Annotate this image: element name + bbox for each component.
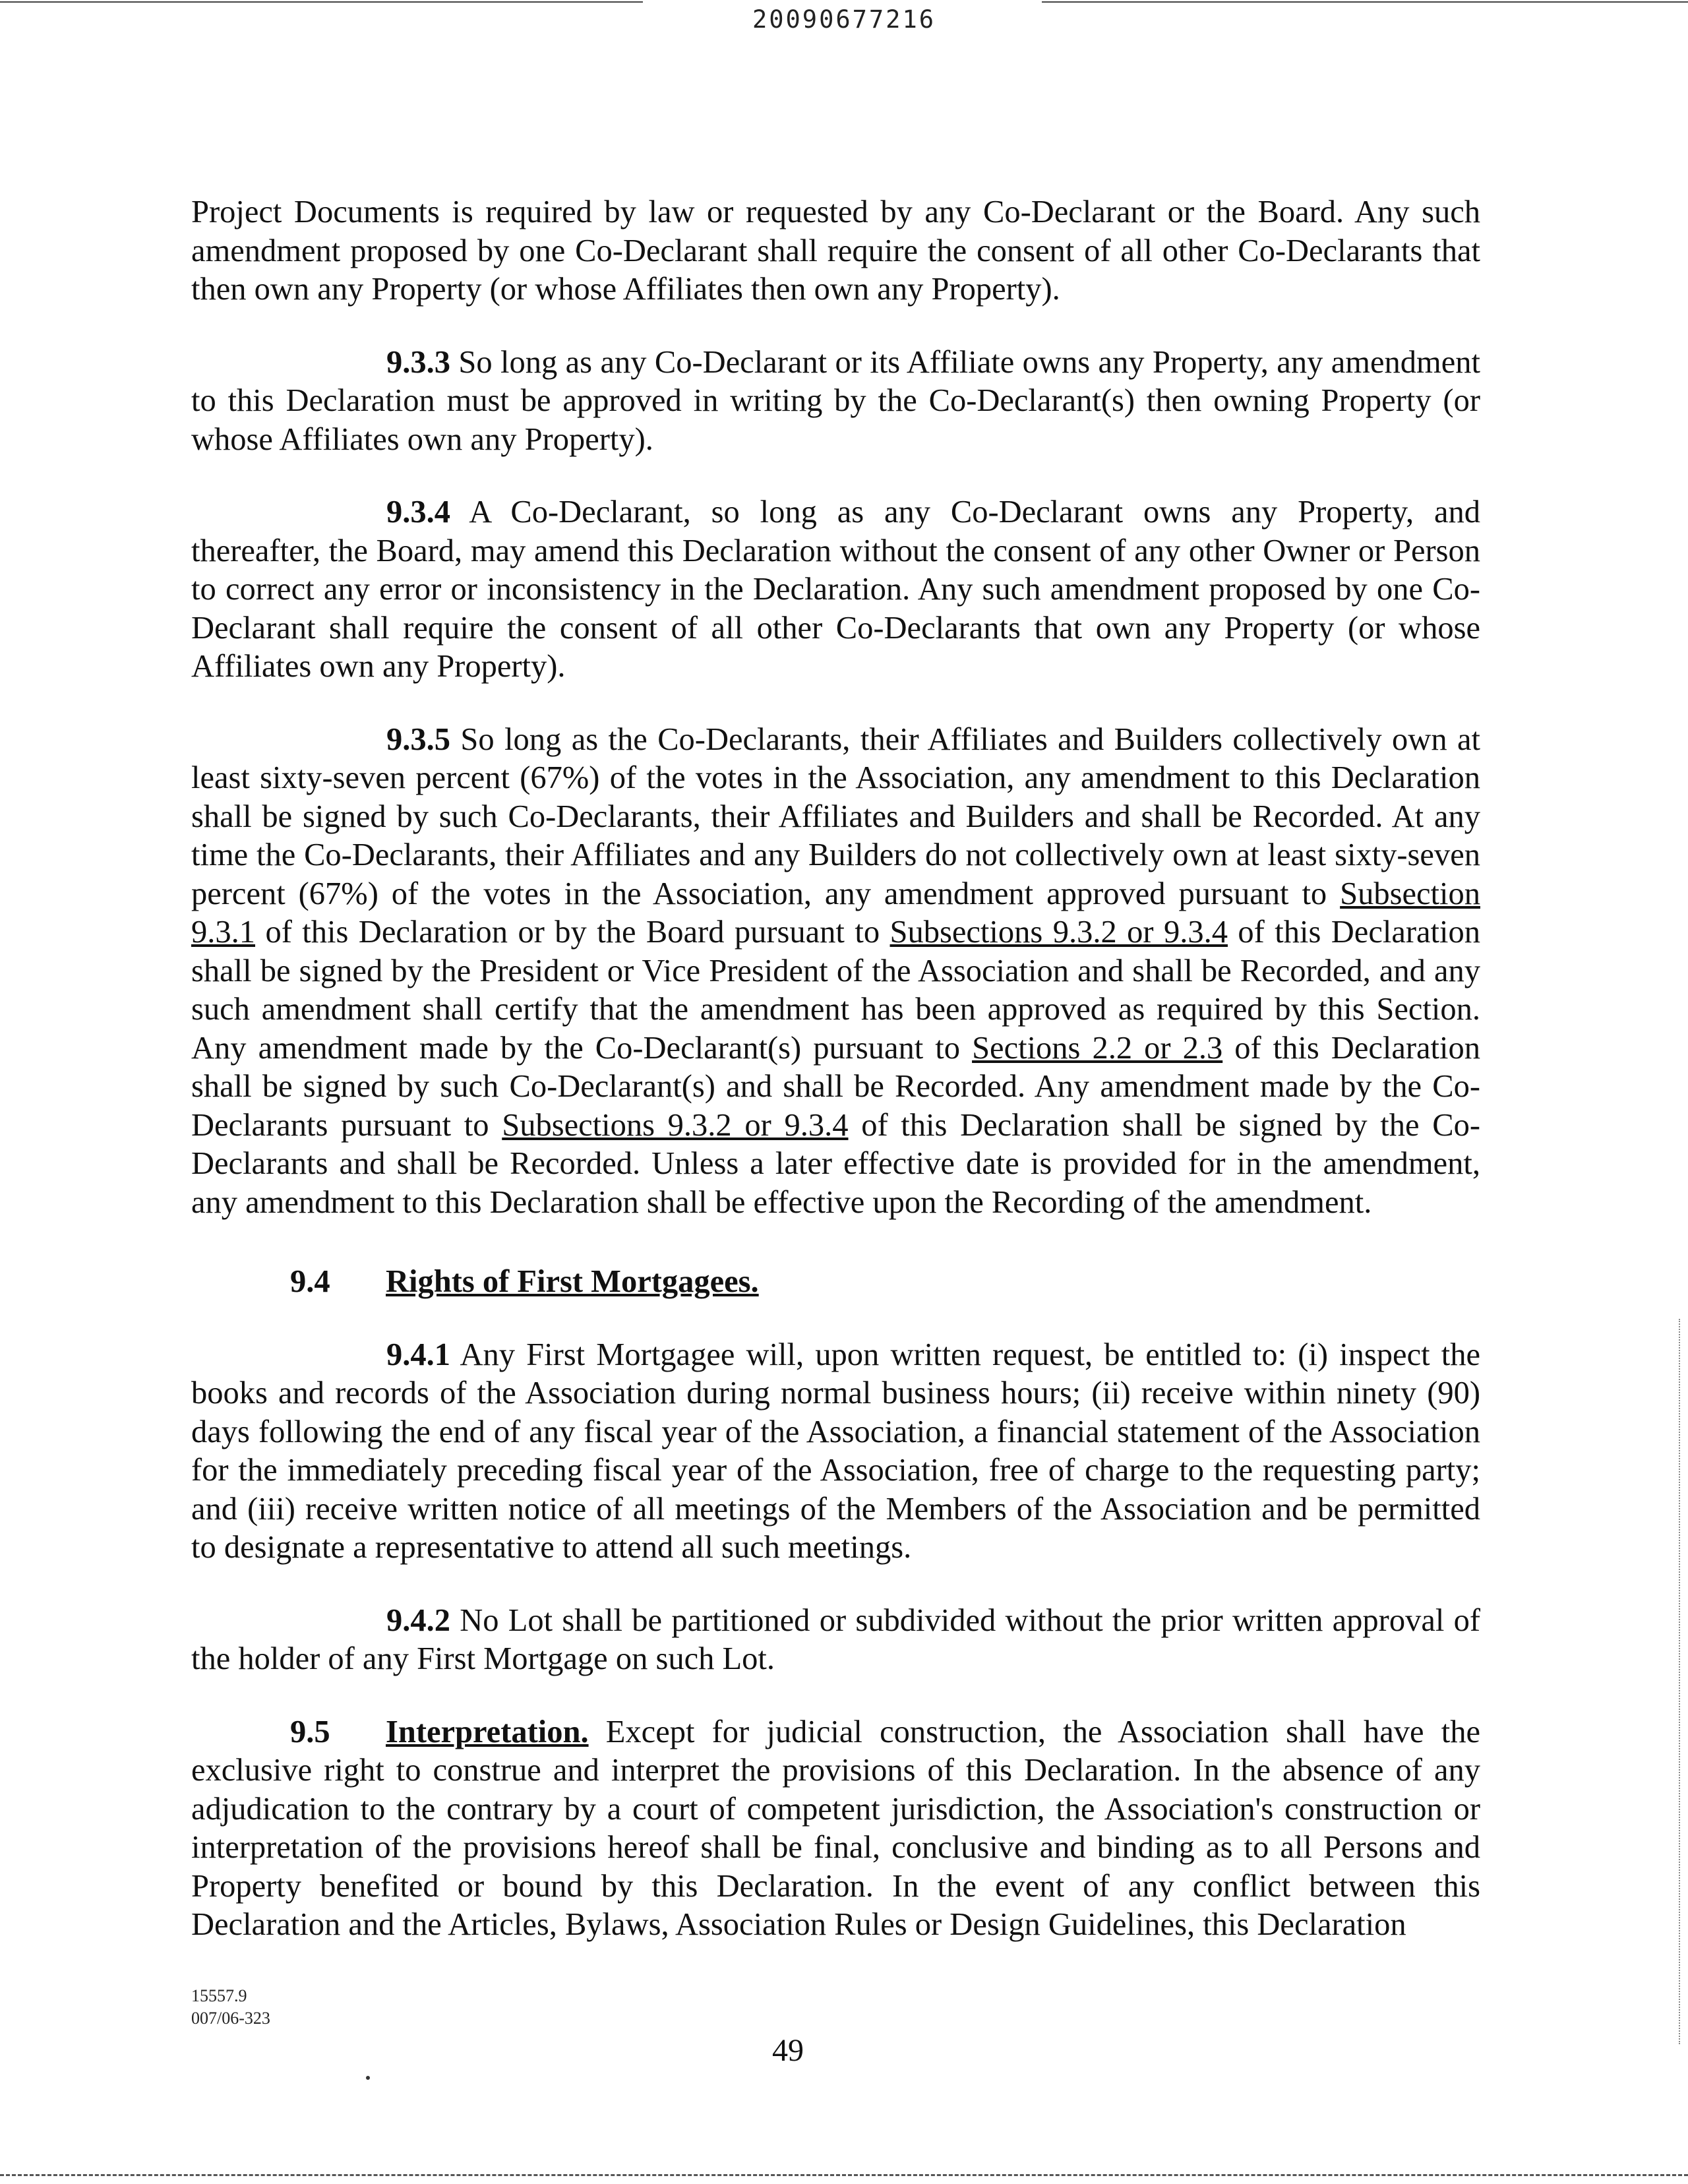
doc-code: 15557.9: [191, 1986, 247, 2005]
section-9-3-5: [191, 721, 1480, 1223]
section-number: 9.5: [290, 1714, 330, 1749]
scan-speck: [366, 2076, 370, 2080]
paragraph-continuation: Project Documents is required by law or requested by any Co-Declarant or the Board. Any such amendment proposed by one Co-Declarant shall require the consent of all other Co-Declarants that then own any Property (or whose Affiliates then own any Property).: [191, 195, 1480, 307]
cross-reference: Sections 2.2 or 2.3: [972, 1030, 1223, 1066]
section-number: 9.3.4: [386, 495, 450, 530]
section-9-4-2: [191, 1602, 1480, 1679]
header-rule-right: [1042, 1, 1688, 3]
section-title: Interpretation.: [386, 1714, 589, 1749]
section-heading-9-4: [191, 1263, 1480, 1302]
section-text: So long as the Co-Declarants, their Affiliates and Builders collectively own at least sixty-seven percent (67%) of the votes in the Association, any amendment to this Declaration shall be signed by such Co-Declarants, their Affiliates and Builders and shall be Recorded. At any time the Co-Declarants, their Affiliates and any Builders do not collectively own at least sixty-seven percent (67%) of the votes in the Association, any amendment approved pursuant to: [191, 721, 1480, 911]
page-number: 49: [772, 2033, 804, 2068]
document-body: [191, 193, 1480, 1945]
section-9-3-4: [191, 493, 1480, 686]
section-number: 9.4.2: [386, 1602, 450, 1638]
section-text: of this Declaration shall be signed by the Co-Declarants and shall be Recorded. Unless a later effective date is provided for in the amendment, any amendment to this Declaration shall be effective upon the Recording of the amendment.: [191, 1107, 1481, 1220]
scan-edge: [1679, 1319, 1680, 2044]
section-text: A Co-Declarant, so long as any Co-Declarant owns any Property, and thereafter, the Board, may amend this Declaration without the consent of any other Owner or Person to correct any error or inconsistency in the Declaration. Any such amendment proposed by one Co-Declarant shall require the consent of all other Co-Declarants that own any Property (or whose Affiliates own any Property).: [191, 495, 1480, 684]
bottom-rule: [0, 2174, 1688, 2176]
record-number: 20090677216: [752, 5, 936, 34]
header-rule-left: [0, 1, 643, 3]
cross-reference: Subsections 9.3.2 or 9.3.4: [889, 915, 1228, 950]
section-9-5: [191, 1713, 1480, 1945]
section-number: 9.3.5: [386, 721, 450, 757]
section-9-3-3: [191, 344, 1480, 460]
section-text: So long as any Co-Declarant or its Affiliate owns any Property, any amendment to this Declaration must be approved in writing by the Co-Declarant(s) then owning Property (or whose Affiliates own any Property).: [191, 344, 1480, 457]
section-text: of this Declaration or by the Board pursuant to: [255, 915, 890, 950]
section-9-4-1: [191, 1336, 1480, 1567]
cross-reference: Subsections 9.3.2 or 9.3.4: [502, 1107, 849, 1143]
section-number: 9.4: [290, 1264, 330, 1299]
doc-ref: 007/06-323: [191, 2009, 270, 2028]
cross-reference: Subsection 9.3.1: [191, 876, 1480, 950]
section-title: Rights of First Mortgagees.: [386, 1264, 759, 1299]
section-text: of this Declaration shall be signed by such Co-Declarant(s) and shall be Recorded. Any amendment made by the Co-Declarants pursuant to: [191, 1030, 1481, 1143]
section-number: 9.3.3: [386, 344, 450, 380]
section-text: Except for judicial construction, the Association shall have the exclusive right to construe and interpret the provisions of this Declaration. In the absence of any adjudication to the contrary by a court of competent jurisdiction, the Association's construction or interpretation of the provisions hereof shall be final, conclusive and binding as to all Persons and Property benefited or bound by this Declaration. In the event of any conflict between this Declaration and the Articles, Bylaws, Association Rules or Design Guidelines, this Declaration: [191, 1714, 1480, 1942]
section-number: 9.4.1: [386, 1337, 450, 1372]
section-text: of this Declaration shall be signed by the President or Vice President of the Association and shall be Recorded, and any such amendment shall certify that the amendment has been approved as required by this Section. Any amendment made by the Co-Declarant(s) pursuant to: [191, 915, 1480, 1066]
section-text: Any First Mortgagee will, upon written request, be entitled to: (i) inspect the books and records of the Association during normal business hours; (ii) receive within ninety (90) days following the end of any fiscal year of the Association, a financial statement of the Association for the immediately preceding fiscal year of the Association, free of charge to the requesting party; and (iii) receive written notice of all meetings of the Members of the Association and be permitted to designate a representative to attend all such meetings.: [191, 1337, 1480, 1565]
section-text: No Lot shall be partitioned or subdivided without the prior written approval of the holder of any First Mortgage on such Lot.: [191, 1602, 1480, 1676]
footer-document-code: [191, 1985, 270, 2030]
